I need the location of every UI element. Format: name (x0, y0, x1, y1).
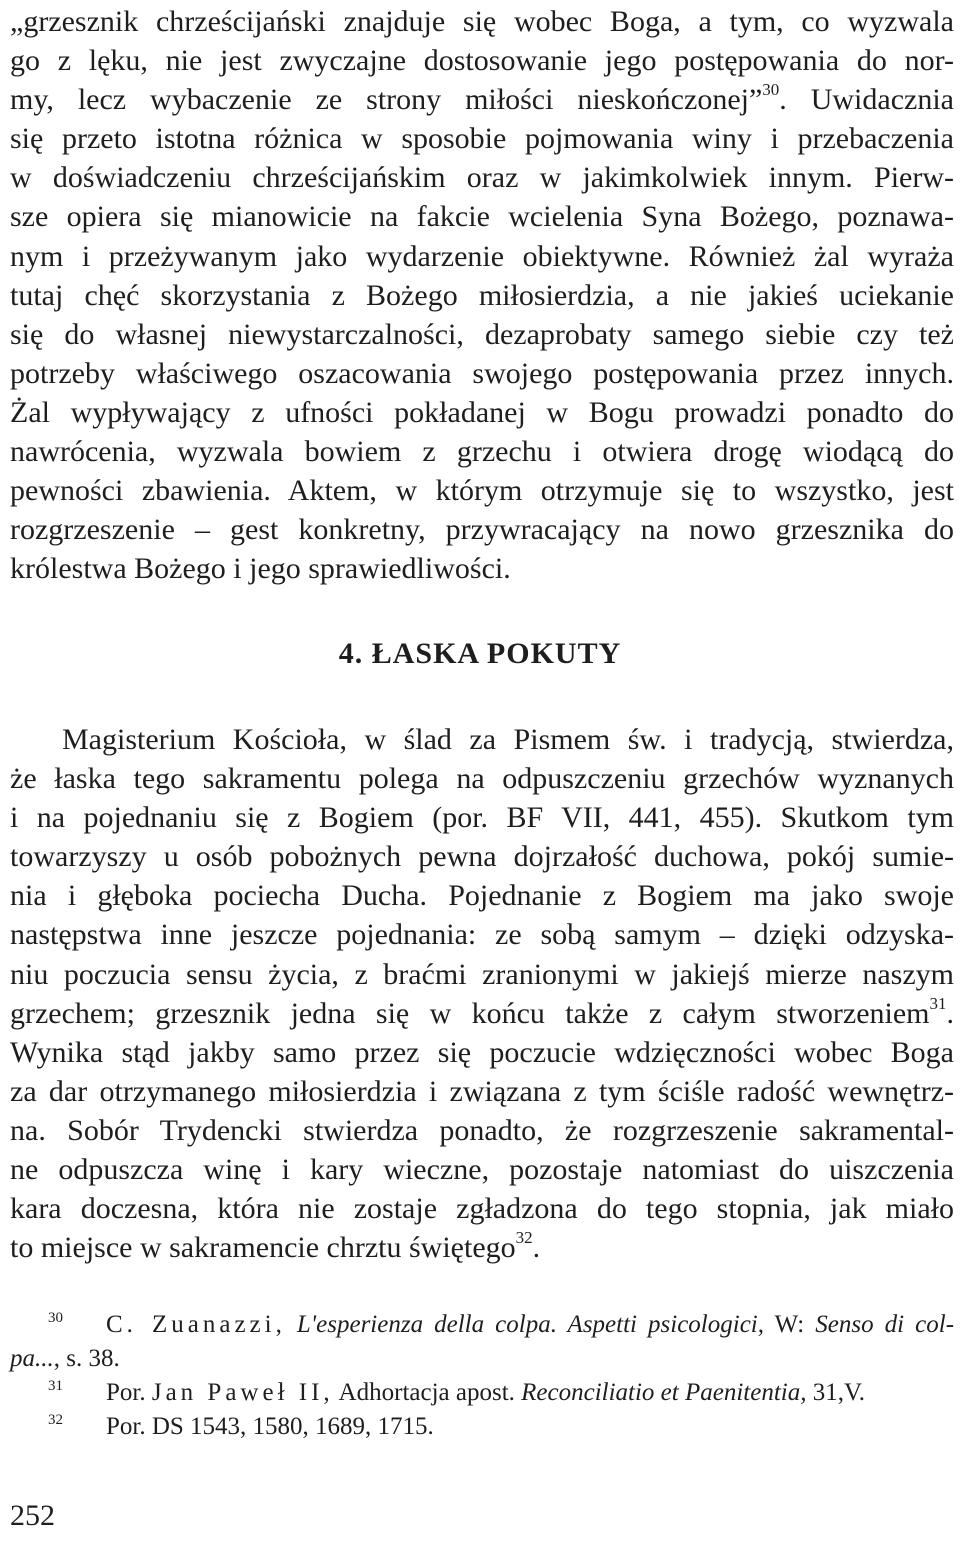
section-heading: 4. ŁASKA POKUTY (338, 637, 622, 670)
text-line: następstwa inne jeszcze pojednania: ze sobą samym – dzięki odzyska- (10, 918, 954, 952)
footnote-30-cont (10, 1342, 954, 1376)
text-fragment: my, lecz wybaczenie ze strony miłości nieskończonej” (10, 83, 763, 117)
footnote-text: Adhortacja apost. (333, 1379, 522, 1406)
text-fragment: grzechem; grzesznik jedna się w końcu także z całym stworzeniem (10, 996, 930, 1030)
text-line: kara doczesna, która nie zostaje zgładzona do tego stopnia, jak miało (10, 1192, 954, 1226)
text-line: go z lęku, nie jest zwyczajne dostosowanie jego postępowania do nor- (10, 44, 954, 78)
text-line: pewności zbawienia. Aktem, w którym otrzymuje się to wszystko, jest (10, 474, 954, 508)
text-line: i na pojednaniu się z Bogiem (por. BF VII, 441, 455). Skutkom tym (10, 801, 954, 835)
text-line: nia i głęboka pociecha Ducha. Pojednanie z Bogiem ma jako swoje (10, 879, 954, 913)
footnote-title: Reconciliatio et Paenitentia, (521, 1379, 807, 1406)
footnote-text: W: (764, 1311, 816, 1338)
text-fragment: . Uwidacznia (779, 83, 954, 117)
text-line: sze opiera się mianowicie na fakcie wcielenia Syna Bożego, poznawa- (10, 200, 954, 234)
footnote-author: Jan Paweł II, (151, 1379, 334, 1406)
text-line: ne odpuszcza winę i kary wieczne, pozostaje natomiast do uiszczenia (10, 1153, 954, 1187)
page-number: 252 (10, 1499, 55, 1532)
footnote-author: C. Zuanazzi, (106, 1311, 286, 1338)
text-line: Magisterium Kościoła, w ślad za Pismem św. i tradycją, stwierdza, (62, 723, 954, 756)
text-line: tutaj chęć skorzystania z Bożego miłosierdzia, a nie jakieś uciekanie (10, 278, 954, 312)
text-line: że łaska tego sakramentu polega na odpuszczeniu grzechów wyznanych (10, 762, 954, 796)
text-line: za dar otrzymanego miłosierdzia i związana z tym ściśle radość wewnętrz- (10, 1074, 954, 1108)
footnote-ref-30[interactable]: 30 (762, 80, 780, 100)
paragraph-2 (10, 720, 954, 1267)
footnote-title: Senso di col- (815, 1311, 955, 1338)
text-line (10, 80, 954, 119)
text-line: w doświadczeniu chrześcijańskim oraz w jakimkolwiek innym. Pierw- (10, 161, 954, 195)
text-line: królestwa Bożego i jego sprawiedliwości. (10, 552, 511, 586)
text-line: potrzeby właściwego oszacowania swojego postępowania przez innych. (10, 356, 954, 390)
footnote-text: , s. 38. (53, 1345, 120, 1372)
text-line: „grzesznik chrześcijański znajduje się wobec Boga, a tym, co wyzwala (10, 5, 954, 38)
footnote-title: L'esperienza della colpa. Aspetti psicologici, (296, 1311, 764, 1338)
text-line: na. Sobór Trydencki stwierdza ponadto, że rozgrzeszenie sakramental- (10, 1113, 954, 1147)
text-line (10, 994, 954, 1033)
text-fragment: . (532, 1231, 541, 1265)
footnote-30: 30 C. Zuanazzi, L'esperienza della colpa. Aspetti psicologici, W: Senso di col- (48, 1310, 955, 1338)
text-line: się przeto istotna różnica w sposobie pojmowania winy i przebaczenia (10, 122, 954, 156)
text-line: nym i przeżywanym jako wydarzenie obiektywne. Również żal wyraża (10, 239, 954, 273)
paragraph-1 (10, 2, 954, 588)
text-line: Wynika stąd jakby samo przez się poczucie wdzięczności wobec Boga (10, 1035, 954, 1069)
text-line: nawrócenia, wyzwala bowiem z grzechu i otwiera drogę wiodącą do (10, 435, 954, 469)
footnote-32: 32 Por. DS 1543, 1580, 1689, 1715. (48, 1412, 434, 1440)
footnote-text: Por. (106, 1379, 152, 1406)
footnote-ref-32[interactable]: 32 (515, 1228, 533, 1248)
text-fragment: . (946, 996, 954, 1030)
footnote-title: pa... (10, 1345, 54, 1372)
footnote-ref-31[interactable]: 31 (929, 993, 947, 1013)
footnotes (10, 1308, 954, 1444)
text-line (10, 1228, 954, 1267)
text-line: rozgrzeszenie – gest konkretny, przywracający na nowo grzesznika do (10, 513, 954, 547)
footnote-31: 31 Por. Jan Paweł II, Adhortacja apost. Reconciliatio et Paenitentia, 31,V. (48, 1378, 866, 1406)
text-line: się do własnej niewystarczalności, dezaprobaty samego siebie czy też (10, 317, 954, 351)
text-fragment: to miejsce w sakramencie chrztu świętego (10, 1231, 516, 1265)
text-line: Żal wypływający z ufności pokładanej w Bogu prowadzi ponadto do (10, 395, 954, 429)
footnote-text: Por. DS 1543, 1580, 1689, 1715. (106, 1413, 434, 1440)
text-line: towarzyszy u osób pobożnych pewna dojrzałość duchowa, pokój sumie- (10, 840, 954, 874)
text-line: niu poczucia sensu życia, z braćmi zranionymi w jakiejś mierze naszym (10, 957, 954, 991)
footnote-text: 31,V. (806, 1379, 866, 1406)
